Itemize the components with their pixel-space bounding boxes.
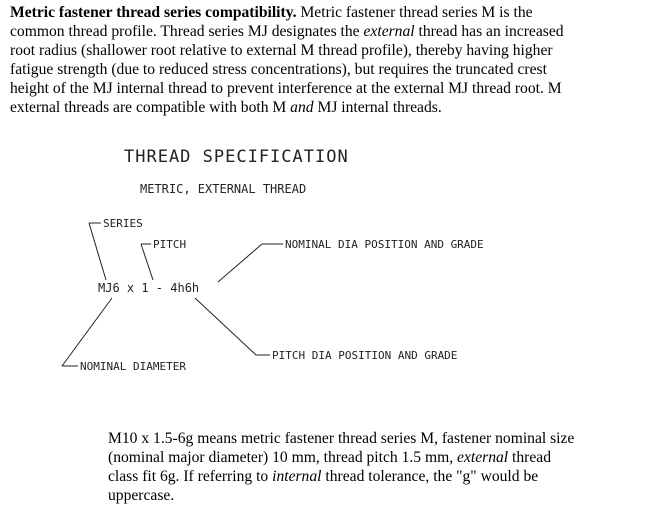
intro-line-5: height of the MJ internal thread to prevent interference at the external MJ thread root. M [10, 80, 562, 97]
example-text-3b: internal [272, 468, 322, 485]
diagram-subtitle: METRIC, EXTERNAL THREAD [140, 182, 307, 196]
intro-title: Metric fastener thread series compatibility [10, 4, 293, 21]
leader-nominal-dia [218, 244, 262, 282]
example-paragraph [108, 429, 628, 505]
example-line-3 [108, 467, 628, 486]
label-pitch-dia-position-grade: PITCH DIA POSITION AND GRADE [272, 349, 458, 362]
diagram-title: THREAD SPECIFICATION [124, 147, 349, 167]
example-text-3c: thread tolerance, the "g" would be [321, 468, 539, 485]
leader-pitch-dia [195, 298, 256, 355]
intro-line-3: root radius (shallower root relative to external M thread profile), thereby having higher [10, 42, 553, 59]
intro-text-2b: external [363, 23, 415, 40]
example-text-2a: (nominal major diameter) 10 mm, thread pitch 1.5 mm, [108, 449, 458, 466]
intro-text-2c: thread has an increased [414, 23, 564, 40]
intro-line-4: fatigue strength (due to reduced stress concentrations), but requires the truncated crest [10, 61, 547, 78]
label-nominal-diameter: NOMINAL DIAMETER [80, 360, 186, 373]
example-line-1: M10 x 1.5-6g means metric fastener thread series M, fastener nominal size [108, 430, 575, 447]
example-text-2c: thread [508, 449, 552, 466]
intro-text-1: Metric fastener thread series M is the [296, 4, 533, 21]
leader-series [89, 223, 106, 280]
example-line-2 [108, 448, 628, 467]
leader-nominal-diameter [62, 298, 112, 366]
example-text-3a: class fit 6g. If referring to [108, 468, 273, 485]
label-pitch: PITCH [153, 238, 187, 251]
intro-line-1: Metric fastener thread series compatibility. Metric fastener thread series M is the [10, 4, 533, 21]
intro-text-6c: MJ internal threads. [313, 99, 442, 116]
intro-text-6b: and [290, 99, 314, 116]
label-nominal-dia-position-grade: NOMINAL DIA POSITION AND GRADE [285, 238, 484, 251]
thread-designation: MJ6 x 1 - 4h6h [98, 281, 200, 295]
intro-text-2a: common thread profile. Thread series MJ designates the [10, 23, 364, 40]
example-text-2b: external [457, 449, 509, 466]
leader-pitch [141, 244, 153, 280]
example-line-4: uppercase. [108, 487, 175, 504]
intro-text-6a: external threads are compatible with both M [10, 99, 291, 116]
label-series: SERIES [103, 217, 143, 230]
